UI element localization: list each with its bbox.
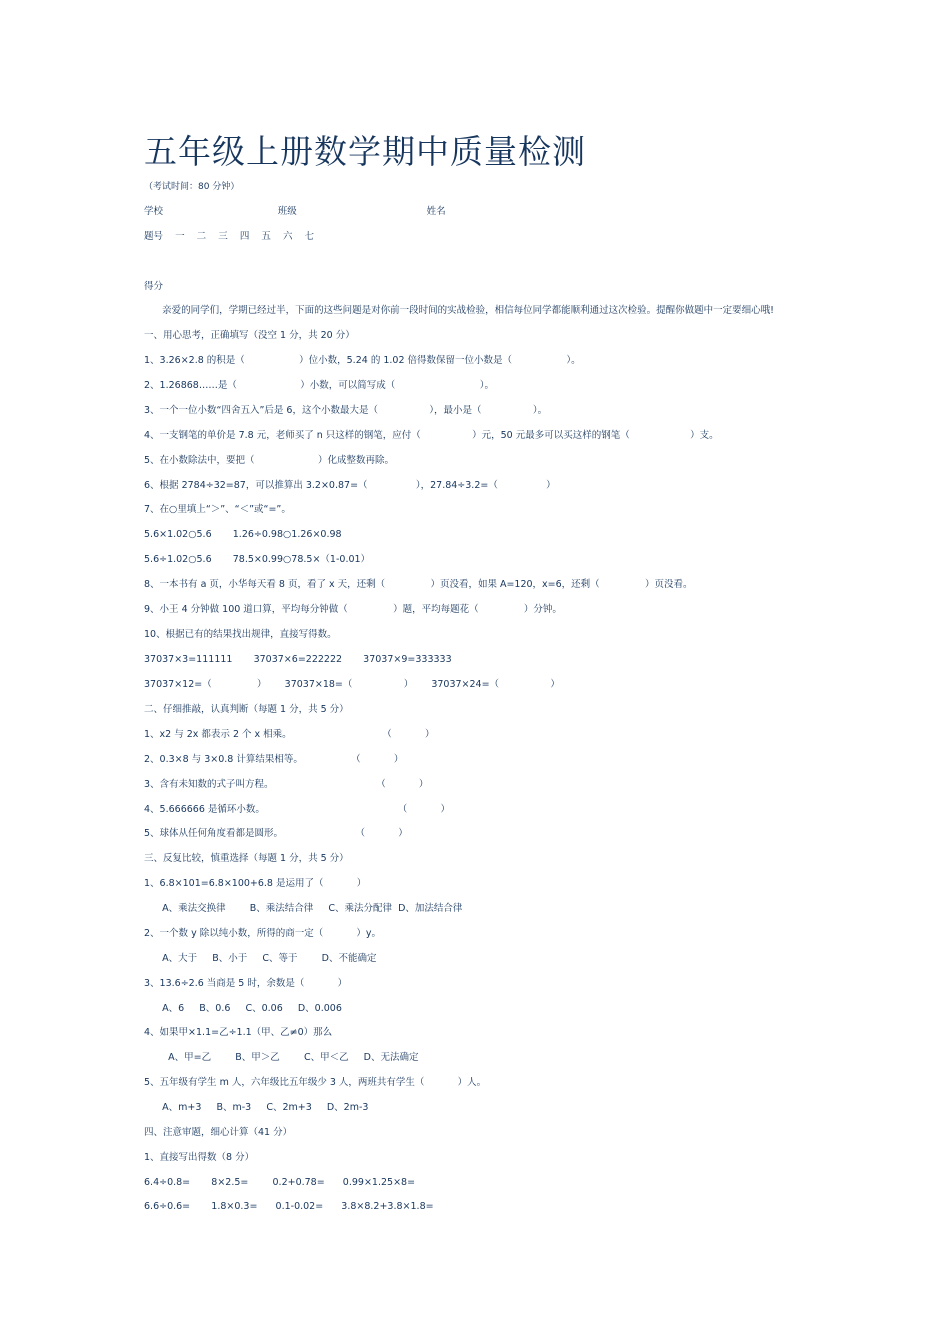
choice-line: A、6 B、0.6 C、0.06 D、0.006 (144, 1003, 342, 1014)
question-line: 5、球体从任何角度看都是圆形。 （ ） (144, 828, 408, 839)
question-line: 1、x2 与 2x 都表示 2 个 x 相乘。 （ ） (144, 729, 435, 740)
info-line: 学校 班级 姓名 (144, 206, 446, 217)
question-line: 8、一本书有 a 页，小华每天看 8 页，看了 x 天，还剩（ ）页没看，如果 A=120，x=6，还剩（ ）页没看。 (144, 579, 693, 590)
section-3-heading: 三、反复比较，慎重选择（每题 1 分，共 5 分） (144, 853, 349, 864)
question-line: 4、如果甲×1.1=乙÷1.1（甲、乙≠0）那么 (144, 1027, 333, 1038)
question-line: 5.6÷1.02○5.6 78.5×0.99○78.5×（1-0.01） (144, 554, 371, 565)
question-line: 3、13.6÷2.6 当商是 5 时，余数是（ ） (144, 978, 348, 989)
question-line: 10、根据已有的结果找出规律，直接写得数。 (144, 629, 337, 640)
choice-line: A、大于 B、小于 C、等于 D、不能确定 (144, 953, 377, 964)
question-line: 4、5.666666 是循环小数。 （ ） (144, 804, 450, 815)
question-line: 3、含有未知数的式子叫方程。 （ ） (144, 779, 429, 790)
question-line: 5、五年级有学生 m 人，六年级比五年级少 3 人，两班共有学生（ ）人。 (144, 1077, 487, 1088)
question-line: 1、6.8×101=6.8×100+6.8 是运用了（ ） (144, 878, 367, 889)
question-line: 2、1.26868……是（ ）小数，可以简写成（ ）。 (144, 380, 495, 391)
question-line: 4、一支钢笔的单价是 7.8 元，老师买了 n 只这样的钢笔，应付（ ）元，50 元最多可以买这样的钢笔（ ）支。 (144, 430, 719, 441)
question-line: 2、一个数 y 除以纯小数，所得的商一定（ ）y。 (144, 928, 382, 939)
question-line: 37037×3=111111 37037×6=222222 37037×9=333333 (144, 654, 452, 665)
intro-paragraph: 亲爱的同学们，学期已经过半，下面的这些问题是对你前一段时间的实战检验，相信每位同学都能顺利通过这次检验。提醒你做题中一定要细心哦! (144, 305, 774, 316)
section-2-heading: 二、仔细推敲，认真判断（每题 1 分，共 5 分） (144, 704, 349, 715)
page-title: 五年级上册数学期中质量检测 (144, 132, 586, 171)
calculation-line: 6.4÷0.8= 8×2.5= 0.2+0.78= 0.99×1.25×8= (144, 1177, 416, 1188)
question-line: 9、小王 4 分钟做 100 道口算，平均每分钟做（ ）题，平均每题花（ ）分钟。 (144, 604, 562, 615)
section-1-heading: 一、用心思考，正确填写（没空 1 分，共 20 分） (144, 330, 355, 341)
question-line: 5、在小数除法中，要把（ ）化成整数再除。 (144, 455, 394, 466)
question-line: 37037×12=（ ） 37037×18=（ ） 37037×24=（ ） (144, 679, 560, 690)
choice-line: A、m+3 B、m-3 C、2m+3 D、2m-3 (144, 1102, 369, 1113)
question-line: 1、3.26×2.8 的积是（ ）位小数，5.24 的 1.02 倍得数保留一位小数是（ ）。 (144, 355, 581, 366)
question-line: 5.6×1.02○5.6 1.26÷0.98○1.26×0.98 (144, 529, 342, 540)
header-row: 题号 一 二 三 四 五 六 七 (144, 231, 315, 242)
time-note: （考试时间：80 分钟） (144, 182, 240, 192)
choice-line: A、乘法交换律 B、乘法结合律 C、乘法分配律 D、加法结合律 (144, 903, 463, 914)
question-line: 3、一个一位小数“四舍五入”后是 6，这个小数最大是（ ），最小是（ ）。 (144, 405, 548, 416)
question-line: 7、在○里填上“＞”、“＜”或“=”。 (144, 504, 291, 515)
calculation-line: 6.6÷0.6= 1.8×0.3= 0.1-0.02= 3.8×8.2+3.8×1.8= (144, 1201, 434, 1212)
section-4-heading: 四、注意审题，细心计算（41 分） (144, 1127, 293, 1138)
question-line: 6、根据 2784÷32=87，可以推算出 3.2×0.87=（ ），27.84÷3.2=（ ） (144, 480, 556, 491)
score-label: 得分 (144, 281, 164, 292)
choice-line: A、甲=乙 B、甲＞乙 C、甲＜乙 D、无法确定 (144, 1052, 419, 1063)
question-line: 2、0.3×8 与 3×0.8 计算结果相等。 （ ） (144, 754, 404, 765)
question-line: 1、直接写出得数（8 分） (144, 1152, 255, 1163)
